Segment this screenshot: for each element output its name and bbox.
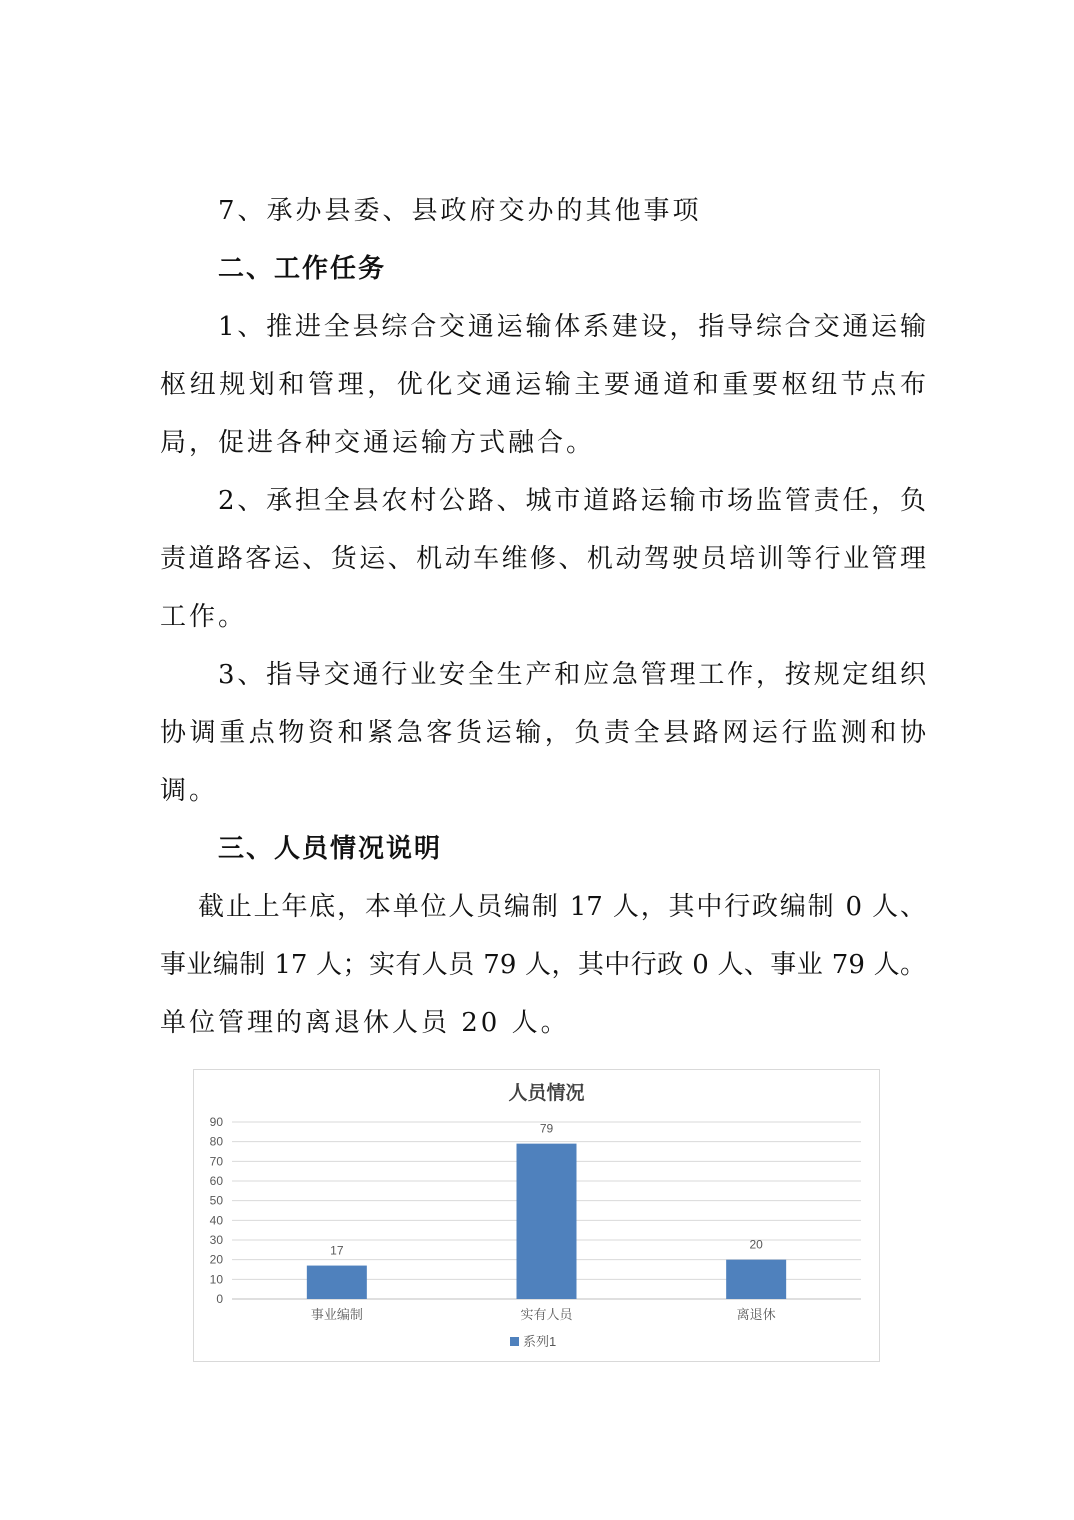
x-tick-label: 实有人员 — [520, 1307, 573, 1322]
bar-chart-svg — [194, 1070, 879, 1361]
paragraph-3-line-2: 协调重点物资和紧急客货运输，负责全县路网运行监测和协 — [160, 718, 926, 748]
legend-label: 系列1 — [523, 1334, 557, 1349]
paragraph-3-line-1: 3、指导交通行业安全生产和应急管理工作，按规定组织 — [218, 660, 926, 690]
text-line-item-7: 7、承办县委、县政府交办的其他事项 — [218, 196, 702, 226]
staff-paragraph-line-2: 事业编制 17 人；实有人员 79 人，其中行政 0 人、事业 79 人。 — [160, 950, 926, 980]
bar — [726, 1260, 786, 1299]
paragraph-2-line-1: 2、承担全县农村公路、城市道路运输市场监管责任，负 — [218, 486, 926, 516]
y-tick-label: 0 — [216, 1292, 223, 1306]
paragraph-1-line-2: 枢纽规划和管理，优化交通运输主要通道和重要枢纽节点布 — [160, 370, 926, 400]
section-heading-staff: 三、人员情况说明 — [218, 834, 443, 864]
y-tick-label: 30 — [209, 1233, 223, 1247]
staff-paragraph-line-3: 单位管理的离退休人员 20 人。 — [160, 1008, 570, 1038]
x-tick-label: 离退休 — [736, 1307, 776, 1322]
staff-chart — [193, 1069, 880, 1362]
data-label: 17 — [330, 1243, 344, 1258]
y-tick-label: 70 — [209, 1154, 223, 1169]
x-tick-label: 事业编制 — [310, 1307, 363, 1322]
staff-paragraph-line-1: 截止上年底，本单位人员编制 17 人，其中行政编制 0 人、 — [198, 892, 926, 922]
section-heading-work-tasks: 二、工作任务 — [218, 254, 387, 284]
paragraph-1-line-1: 1、推进全县综合交通运输体系建设，指导综合交通运输 — [218, 312, 926, 342]
paragraph-3-line-3: 调。 — [160, 776, 219, 806]
y-tick-label: 80 — [209, 1134, 223, 1149]
y-tick-label: 60 — [209, 1174, 223, 1188]
data-label: 79 — [539, 1121, 554, 1136]
paragraph-2-line-2: 责道路客运、货运、机动车维修、机动驾驶员培训等行业管理 — [160, 544, 926, 574]
paragraph-1-line-3: 局，促进各种交通运输方式融合。 — [160, 428, 596, 458]
y-tick-label: 40 — [209, 1213, 223, 1228]
chart-title: 人员情况 — [508, 1083, 585, 1104]
y-tick-label: 90 — [209, 1115, 223, 1129]
bar — [307, 1266, 367, 1299]
y-tick-label: 20 — [209, 1252, 223, 1267]
legend-swatch — [510, 1337, 519, 1346]
y-tick-label: 10 — [209, 1272, 223, 1287]
y-tick-label: 50 — [209, 1193, 223, 1208]
paragraph-2-line-3: 工作。 — [160, 602, 248, 632]
data-label: 20 — [749, 1237, 763, 1252]
bar — [517, 1144, 577, 1299]
